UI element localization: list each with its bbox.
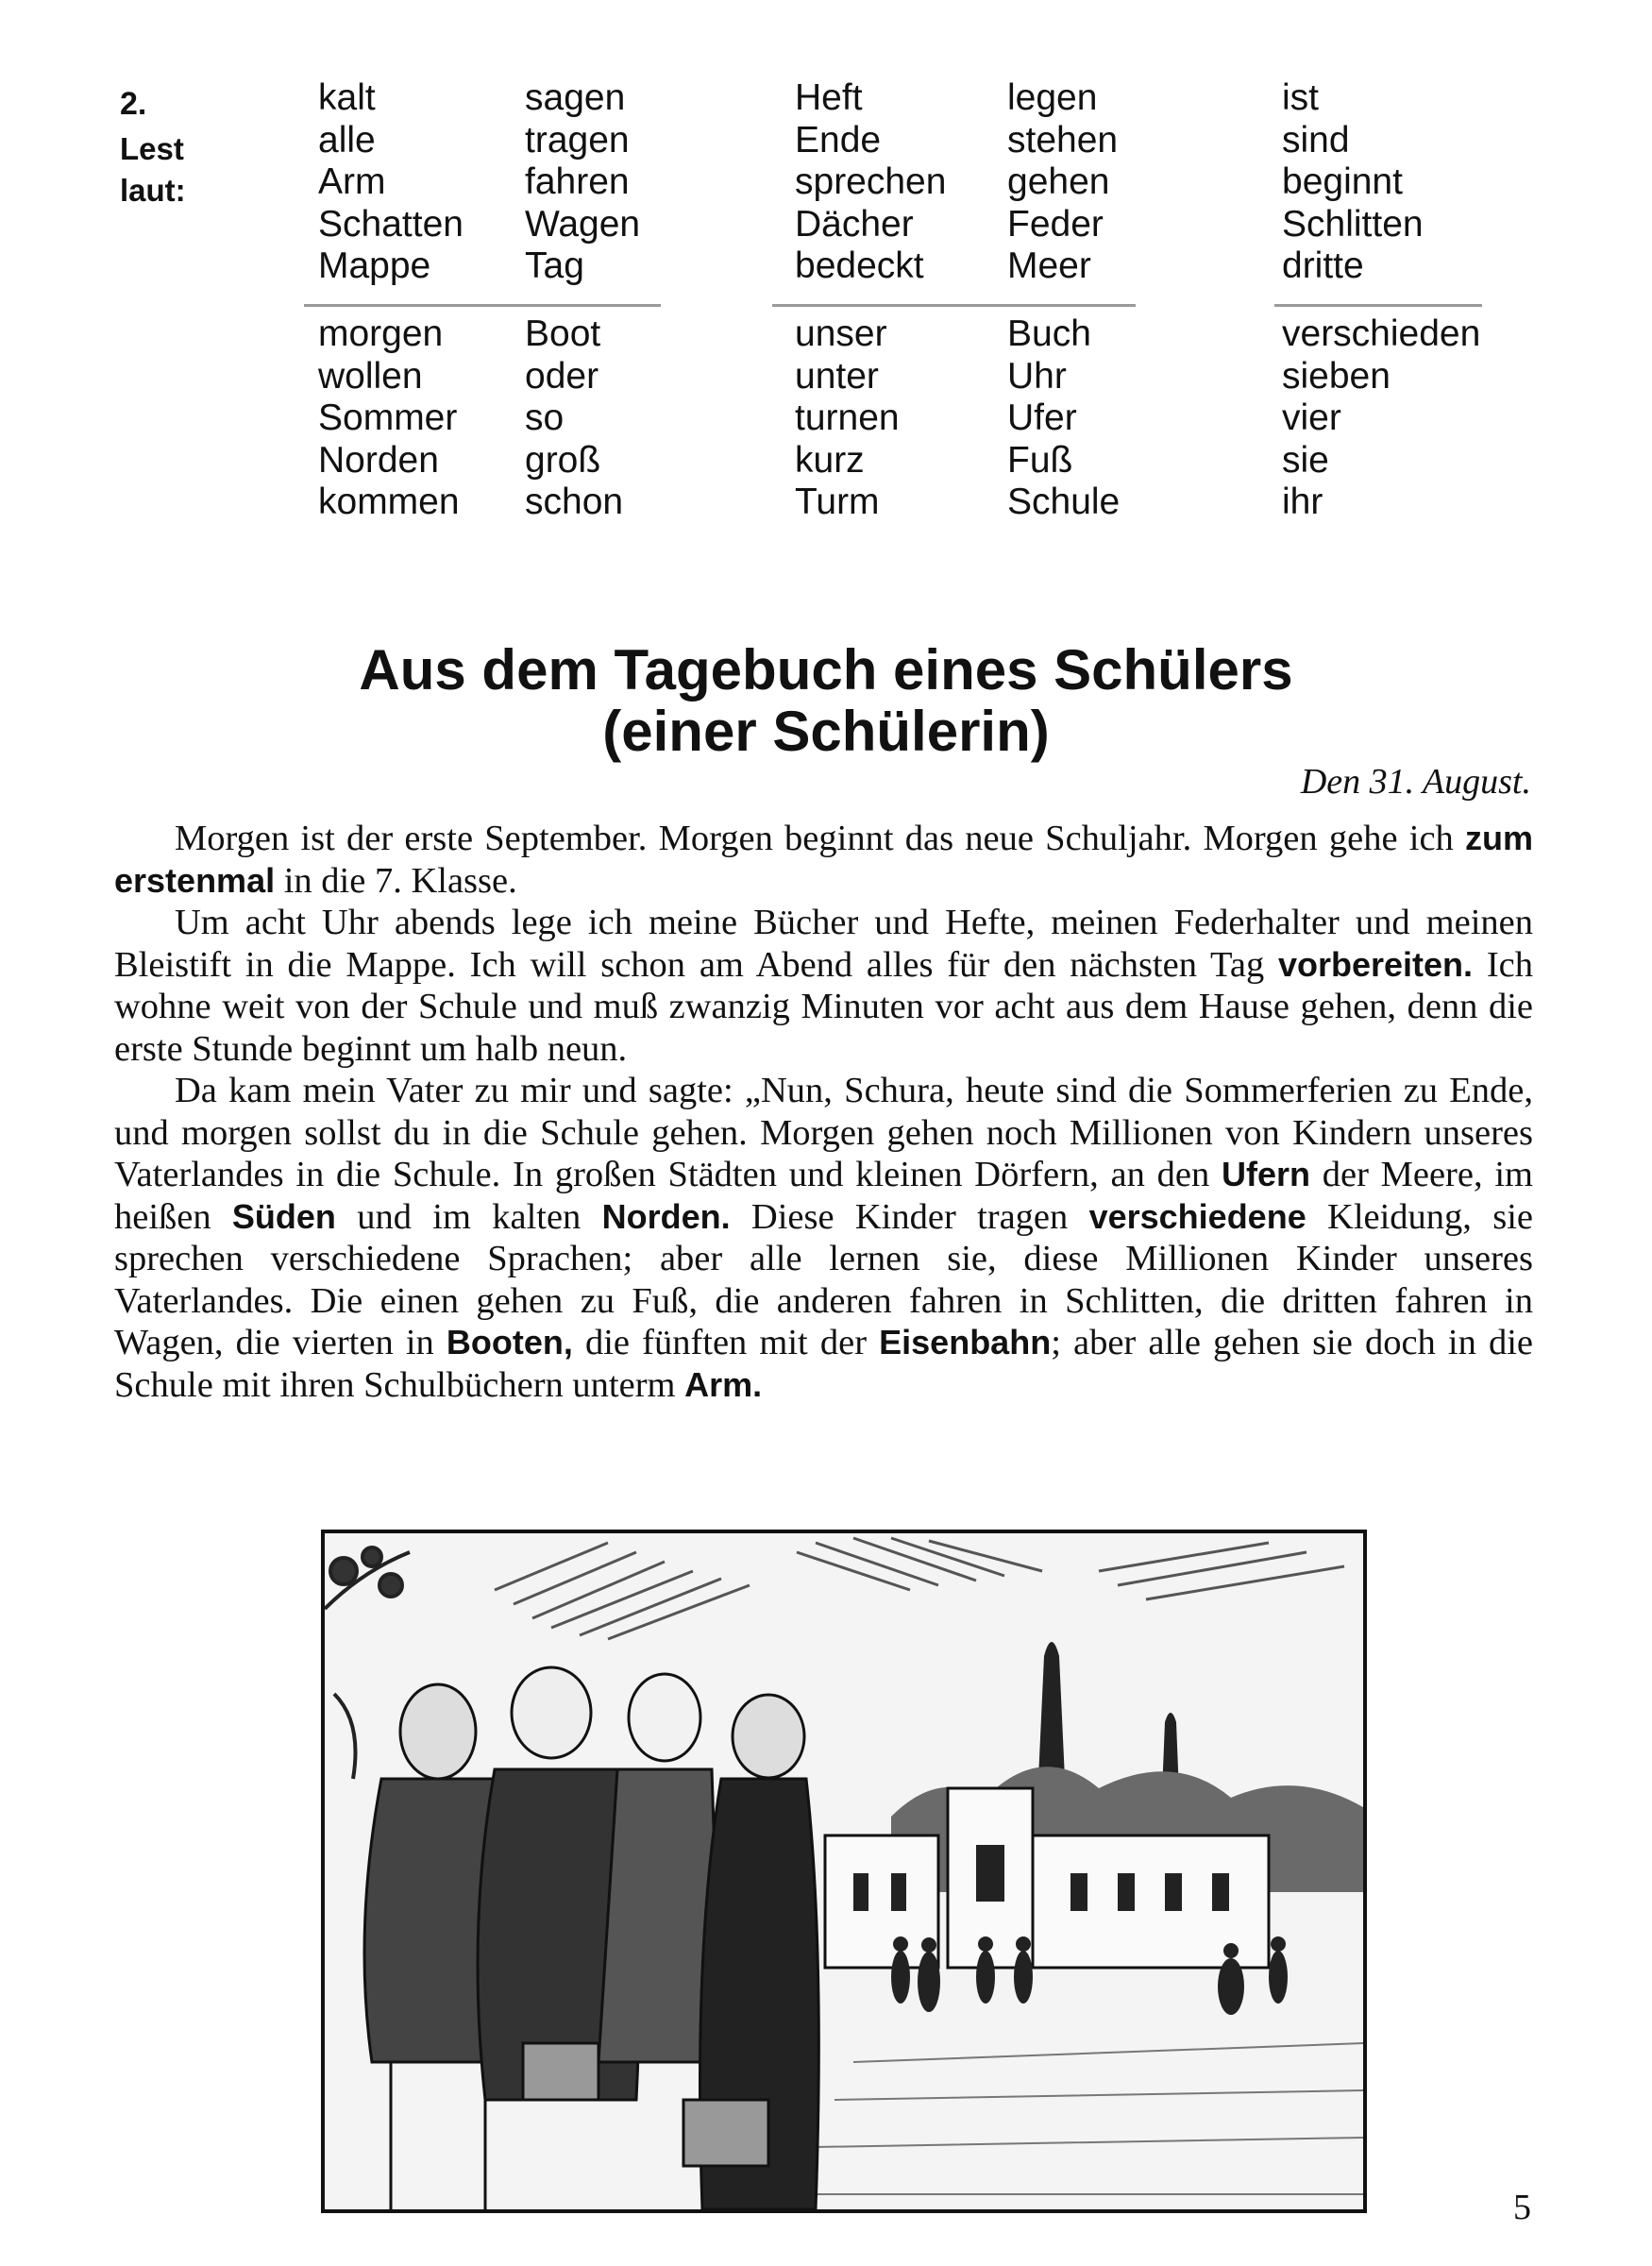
word: Boot <box>525 313 601 354</box>
bold-term: Arm. <box>684 1364 763 1404</box>
instruction-line-2: laut: <box>120 173 186 208</box>
word: Feder <box>1007 203 1104 245</box>
word: stehen <box>1007 119 1119 161</box>
word: sind <box>1282 119 1350 161</box>
word: so <box>525 397 565 438</box>
body-text <box>114 818 1533 1406</box>
word-col-2-upper <box>525 77 640 288</box>
word: Schlitten <box>1282 203 1424 245</box>
bold-term: verschiedene <box>1088 1196 1306 1236</box>
word-col-4-lower <box>1007 313 1120 524</box>
text-run: und im kalten <box>335 1196 602 1237</box>
word: Sommer <box>318 397 458 438</box>
word: dritte <box>1282 245 1364 286</box>
page-subtitle: (einer Schülerin) <box>602 700 1050 763</box>
word: oder <box>525 355 599 397</box>
children-going-to-school-drawing <box>325 1533 1363 2209</box>
bold-term: Ufern <box>1221 1155 1310 1193</box>
text-run: die fünften mit der <box>572 1323 880 1362</box>
word: turnen <box>795 397 900 438</box>
text-run: Morgen ist der erste September. Morgen beginnt das neue Schuljahr. Morgen gehe ich <box>175 819 1465 858</box>
word: Mappe <box>318 245 431 286</box>
word: sprechen <box>795 161 947 202</box>
text-run: Da kam mein Vater zu mir und sagte: „Nun, Schura, heute sind die Sommerferien zu Ende, und morgen sollst du in die Schule gehen. Morgen gehen noch Millionen von Kindern unseres Vaterlandes in die Schule. In großen Städten und kleinen Dörfern, an den <box>114 1071 1533 1194</box>
separator-rule <box>1274 304 1482 307</box>
exercise-number: 2. <box>120 86 147 122</box>
word: Norden <box>318 439 439 481</box>
word: sie <box>1282 439 1329 481</box>
word-col-4-upper <box>1007 77 1118 288</box>
text-run: Kleidung, sie sprechen verschiedene Sprachen; aber alle lernen sie, diese Millionen Kinder unseres Vaterlandes. Die einen gehen zu Fuß, die anderen fahren in Schlitten, die dritten fahren in Wagen, die vierten in <box>114 1196 1533 1362</box>
word: beginnt <box>1282 161 1403 202</box>
word: tragen <box>525 119 630 161</box>
word: fahren <box>525 161 630 202</box>
word: gehen <box>1007 161 1110 202</box>
exercise-instruction <box>120 128 186 211</box>
word-col-3-lower <box>795 313 900 524</box>
word: Wagen <box>525 203 641 245</box>
word: schon <box>525 482 624 522</box>
word-col-1-upper <box>318 77 464 288</box>
word: ihr <box>1282 482 1323 522</box>
word: verschieden <box>1282 313 1481 354</box>
separator-rule <box>772 304 1136 307</box>
word: wollen <box>318 355 423 397</box>
word-col-5-lower <box>1282 313 1480 524</box>
text-run: ; aber alle gehen sie doch in die Schule mit ihren Schulbüchern unterm <box>114 1323 1533 1405</box>
word: alle <box>318 119 376 161</box>
bold-term: Norden. <box>601 1196 731 1236</box>
bold-term: Süden <box>231 1196 336 1236</box>
separator-rule <box>304 304 661 307</box>
paragraph <box>114 902 1533 1070</box>
word-col-2-lower <box>525 313 623 524</box>
paragraph <box>114 818 1533 902</box>
paragraph <box>114 1070 1533 1406</box>
word: Meer <box>1007 245 1091 286</box>
word: ist <box>1282 77 1319 118</box>
page-number: 5 <box>1513 2188 1531 2227</box>
text-run: Diese Kinder tragen <box>730 1196 1089 1237</box>
word: sagen <box>525 77 626 118</box>
word: Dächer <box>795 203 914 245</box>
bold-term: vorbereiten. <box>1277 944 1474 984</box>
text-run: Ich wohne weit von der Schule und muß zwanzig Minuten vor acht aus dem Hause gehen, denn die erste Stunde beginnt um halb neun. <box>114 944 1533 1069</box>
word: Tag <box>525 245 584 286</box>
word: unser <box>795 313 887 354</box>
word: Uhr <box>1007 355 1067 397</box>
word: groß <box>525 439 601 481</box>
word: Heft <box>795 77 863 118</box>
text-run: Um acht Uhr abends lege ich meine Bücher und Hefte, meinen Federhalter und meinen Bleistift in die Mappe. Ich will schon am Abend alles für den nächsten Tag <box>114 903 1533 985</box>
word: Schatten <box>318 203 464 245</box>
word: Schule <box>1007 482 1121 522</box>
instruction-line-1: Lest <box>120 131 184 166</box>
bold-term: Booten, <box>446 1323 573 1361</box>
text-run: der Meere, im heißen <box>114 1155 1533 1237</box>
bold-term: zum erstenmal <box>114 819 1533 900</box>
page-title: Aus dem Tagebuch eines Schülers <box>359 638 1293 702</box>
word: legen <box>1007 77 1098 118</box>
word: bedeckt <box>795 245 924 286</box>
text-run: in die 7. Klasse. <box>275 860 517 901</box>
word-col-1-lower <box>318 313 460 524</box>
word: Ende <box>795 119 882 161</box>
word: Ufer <box>1007 397 1077 438</box>
word: Turm <box>795 482 880 522</box>
word: vier <box>1282 397 1341 438</box>
word: Buch <box>1007 313 1091 354</box>
word-col-5-upper <box>1282 77 1424 288</box>
word: kalt <box>318 77 376 118</box>
word: sieben <box>1282 355 1391 397</box>
illustration <box>321 1530 1367 2213</box>
word: Fuß <box>1007 439 1073 481</box>
bold-term: Eisenbahn <box>879 1323 1052 1361</box>
word: unter <box>795 355 879 397</box>
word-col-3-upper <box>795 77 946 288</box>
word: Arm <box>318 161 386 202</box>
word: morgen <box>318 313 444 354</box>
word: kommen <box>318 482 460 522</box>
word: kurz <box>795 439 865 481</box>
diary-date: Den 31. August. <box>1300 762 1531 802</box>
